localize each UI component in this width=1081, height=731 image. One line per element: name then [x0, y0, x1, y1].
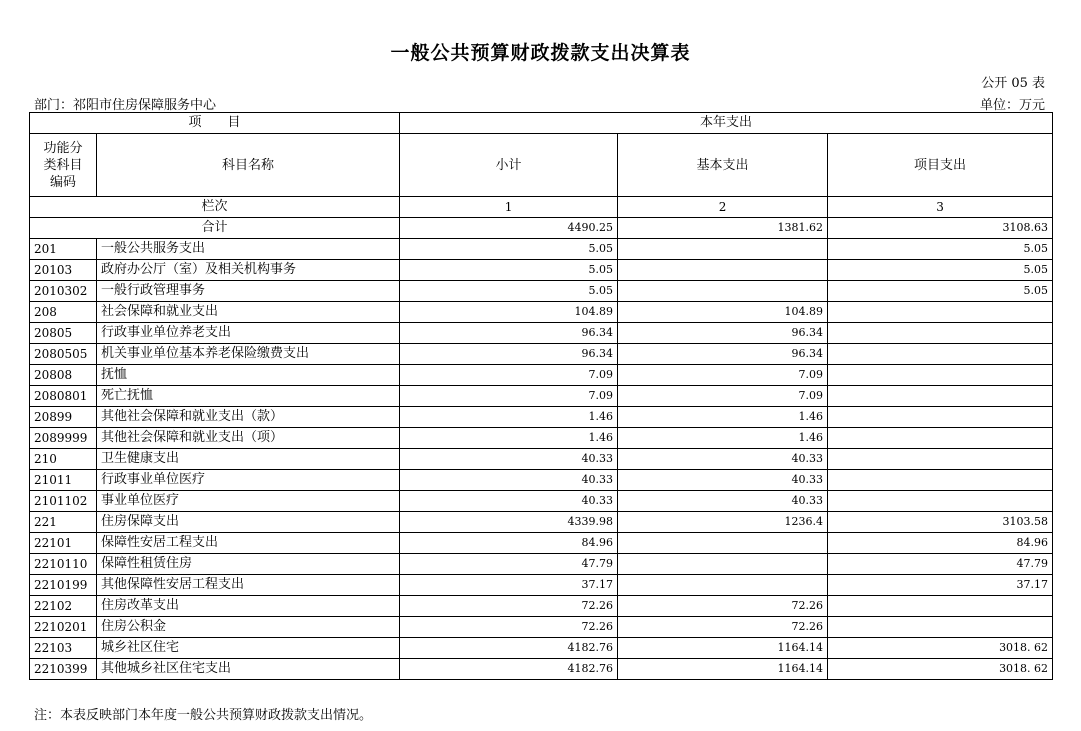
column-label: 栏次 [30, 197, 400, 218]
row-code: 20808 [30, 365, 97, 386]
table-row [30, 575, 1053, 596]
table-row [30, 428, 1053, 449]
header-subtotal: 小计 [400, 134, 618, 197]
row-project [828, 596, 1053, 617]
row-code: 2080801 [30, 386, 97, 407]
row-basic [618, 260, 828, 281]
table-row [30, 365, 1053, 386]
row-name: 其他社会保障和就业支出（款） [97, 407, 400, 428]
column-index-3: 3 [828, 197, 1053, 218]
row-subtotal: 40.33 [400, 449, 618, 470]
row-name: 城乡社区住宅 [97, 638, 400, 659]
table-row [30, 554, 1053, 575]
row-name: 其他社会保障和就业支出（项） [97, 428, 400, 449]
row-subtotal: 40.33 [400, 470, 618, 491]
row-subtotal: 5.05 [400, 239, 618, 260]
row-project [828, 407, 1053, 428]
row-subtotal: 5.05 [400, 260, 618, 281]
row-name: 一般行政管理事务 [97, 281, 400, 302]
table-row [30, 638, 1053, 659]
row-basic [618, 533, 828, 554]
row-basic: 96.34 [618, 344, 828, 365]
page-title: 一般公共预算财政拨款支出决算表 [390, 42, 691, 64]
row-name: 行政事业单位医疗 [97, 470, 400, 491]
row-basic: 1.46 [618, 428, 828, 449]
header-row-1 [30, 113, 1053, 134]
row-project: 3018. 62 [828, 638, 1053, 659]
row-code: 2210110 [30, 554, 97, 575]
row-subtotal: 40.33 [400, 491, 618, 512]
row-name: 住房保障支出 [97, 512, 400, 533]
table-row [30, 533, 1053, 554]
row-basic: 40.33 [618, 449, 828, 470]
row-subtotal: 4182.76 [400, 638, 618, 659]
row-subtotal: 96.34 [400, 344, 618, 365]
row-basic: 72.26 [618, 596, 828, 617]
total-project: 3108.63 [828, 218, 1053, 239]
row-project: 47.79 [828, 554, 1053, 575]
row-basic: 1.46 [618, 407, 828, 428]
row-subtotal: 4182.76 [400, 659, 618, 680]
row-code: 2210399 [30, 659, 97, 680]
footnote: 注：本表反映部门本年度一般公共预算财政拨款支出情况。 [34, 708, 373, 723]
header-project: 项目支出 [828, 134, 1053, 197]
row-code: 201 [30, 239, 97, 260]
row-code: 2210199 [30, 575, 97, 596]
total-label: 合计 [30, 218, 400, 239]
row-project: 5.05 [828, 239, 1053, 260]
row-basic [618, 554, 828, 575]
row-name: 住房公积金 [97, 617, 400, 638]
header-basic: 基本支出 [618, 134, 828, 197]
column-index-2: 2 [618, 197, 828, 218]
row-project [828, 617, 1053, 638]
row-subtotal: 37.17 [400, 575, 618, 596]
row-code: 208 [30, 302, 97, 323]
row-name: 抚恤 [97, 365, 400, 386]
row-project: 37.17 [828, 575, 1053, 596]
row-code: 20103 [30, 260, 97, 281]
row-subtotal: 5.05 [400, 281, 618, 302]
row-code: 2101102 [30, 491, 97, 512]
row-basic: 104.89 [618, 302, 828, 323]
row-basic [618, 239, 828, 260]
header-current-year: 本年支出 [400, 113, 1053, 134]
row-project [828, 386, 1053, 407]
row-basic: 1164.14 [618, 659, 828, 680]
row-subtotal: 4339.98 [400, 512, 618, 533]
row-basic: 40.33 [618, 491, 828, 512]
row-basic [618, 575, 828, 596]
row-code: 21011 [30, 470, 97, 491]
table-row [30, 323, 1053, 344]
row-code: 2089999 [30, 428, 97, 449]
row-basic: 1164.14 [618, 638, 828, 659]
table-row [30, 407, 1053, 428]
row-name: 一般公共服务支出 [97, 239, 400, 260]
row-project [828, 470, 1053, 491]
row-name: 卫生健康支出 [97, 449, 400, 470]
row-code: 2210201 [30, 617, 97, 638]
row-name: 保障性租赁住房 [97, 554, 400, 575]
row-code: 20805 [30, 323, 97, 344]
row-subtotal: 7.09 [400, 365, 618, 386]
row-name: 事业单位医疗 [97, 491, 400, 512]
row-subtotal: 1.46 [400, 428, 618, 449]
total-subtotal: 4490.25 [400, 218, 618, 239]
column-index-1: 1 [400, 197, 618, 218]
total-basic: 1381.62 [618, 218, 828, 239]
unit-label: 单位：万元 [979, 98, 1045, 113]
header-subject-name: 科目名称 [97, 134, 400, 197]
row-name: 行政事业单位养老支出 [97, 323, 400, 344]
row-subtotal: 72.26 [400, 617, 618, 638]
row-basic [618, 281, 828, 302]
table-row [30, 617, 1053, 638]
row-basic: 1236.4 [618, 512, 828, 533]
header-func-code: 功能分类科目编码 [30, 134, 97, 197]
total-row [30, 218, 1053, 239]
table-row [30, 470, 1053, 491]
row-basic: 7.09 [618, 386, 828, 407]
table-row [30, 386, 1053, 407]
row-code: 2010302 [30, 281, 97, 302]
row-subtotal: 7.09 [400, 386, 618, 407]
row-basic: 7.09 [618, 365, 828, 386]
row-code: 210 [30, 449, 97, 470]
row-name: 保障性安居工程支出 [97, 533, 400, 554]
expenditure-table [29, 112, 1053, 680]
row-name: 其他城乡社区住宅支出 [97, 659, 400, 680]
row-project [828, 323, 1053, 344]
row-project [828, 344, 1053, 365]
row-name: 社会保障和就业支出 [97, 302, 400, 323]
row-project [828, 365, 1053, 386]
row-project [828, 449, 1053, 470]
row-basic: 72.26 [618, 617, 828, 638]
row-name: 政府办公厅（室）及相关机构事务 [97, 260, 400, 281]
row-code: 22102 [30, 596, 97, 617]
row-subtotal: 84.96 [400, 533, 618, 554]
row-basic: 96.34 [618, 323, 828, 344]
row-project: 84.96 [828, 533, 1053, 554]
row-name: 机关事业单位基本养老保险缴费支出 [97, 344, 400, 365]
header-item: 项 目 [30, 113, 400, 134]
row-code: 22103 [30, 638, 97, 659]
row-code: 2080505 [30, 344, 97, 365]
table-row [30, 239, 1053, 260]
row-project [828, 491, 1053, 512]
column-index-row [30, 197, 1053, 218]
table-row [30, 281, 1053, 302]
table-row [30, 596, 1053, 617]
row-code: 221 [30, 512, 97, 533]
row-code: 22101 [30, 533, 97, 554]
row-name: 住房改革支出 [97, 596, 400, 617]
department-label: 部门：祁阳市住房保障服务中心 [34, 98, 217, 113]
table-row [30, 302, 1053, 323]
row-subtotal: 1.46 [400, 407, 618, 428]
row-subtotal: 104.89 [400, 302, 618, 323]
table-row [30, 344, 1053, 365]
row-subtotal: 72.26 [400, 596, 618, 617]
row-project [828, 428, 1053, 449]
row-project: 5.05 [828, 260, 1053, 281]
row-project: 5.05 [828, 281, 1053, 302]
header-row-2 [30, 134, 1053, 197]
row-name: 死亡抚恤 [97, 386, 400, 407]
table-row [30, 512, 1053, 533]
row-project: 3103.58 [828, 512, 1053, 533]
table-row [30, 260, 1053, 281]
row-name: 其他保障性安居工程支出 [97, 575, 400, 596]
table-row [30, 491, 1053, 512]
row-code: 20899 [30, 407, 97, 428]
row-basic: 40.33 [618, 470, 828, 491]
table-row [30, 449, 1053, 470]
row-subtotal: 96.34 [400, 323, 618, 344]
row-project: 3018. 62 [828, 659, 1053, 680]
row-project [828, 302, 1053, 323]
form-number: 公开 05 表 [981, 76, 1045, 91]
table-row [30, 659, 1053, 680]
row-subtotal: 47.79 [400, 554, 618, 575]
